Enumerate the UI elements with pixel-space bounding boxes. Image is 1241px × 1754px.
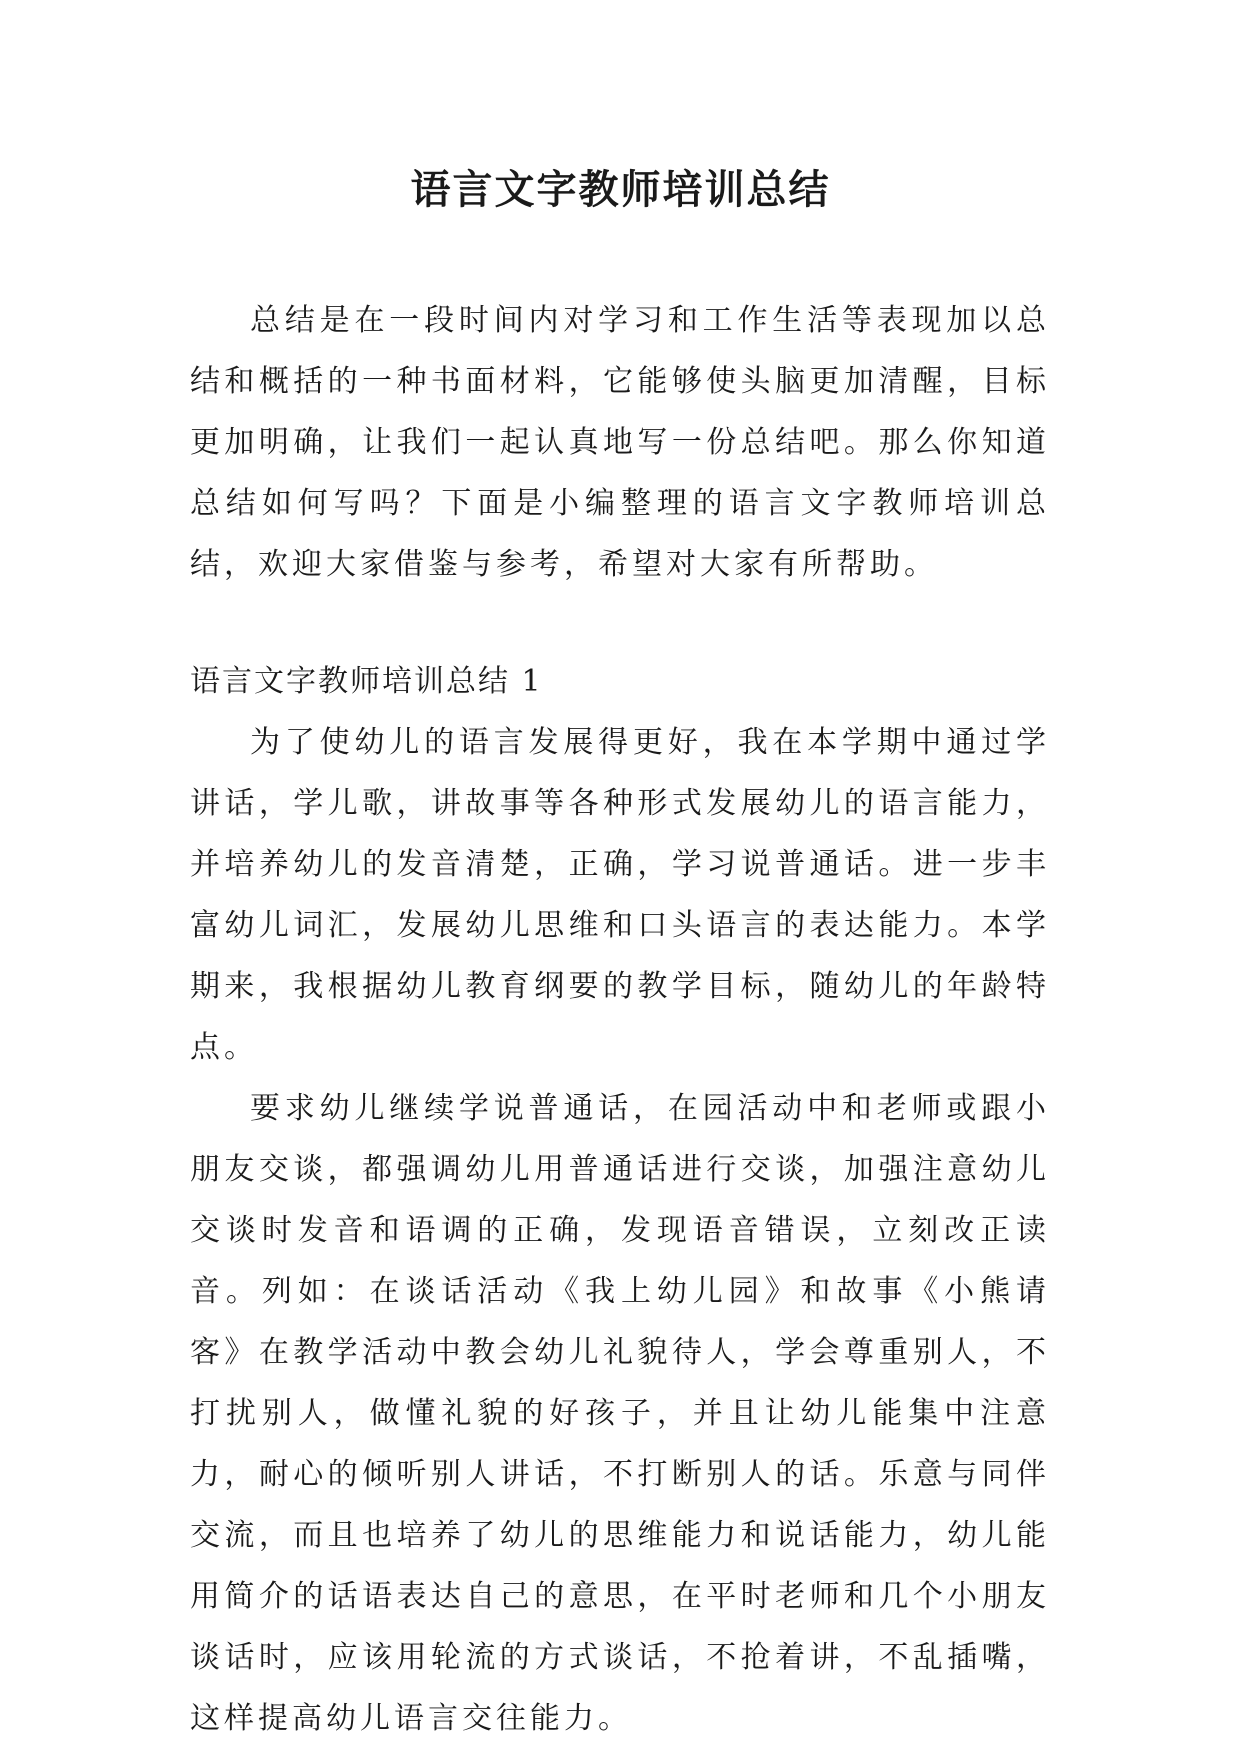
document-body xyxy=(190,290,1050,1749)
intro-paragraph: 总结是在一段时间内对学习和工作生活等表现加以总结和概括的一种书面材料，它能够使头脑更加清醒，目标更加明确，让我们一起认真地写一份总结吧。那么你知道总结如何写吗？下面是小编整理的语言文字教师培训总结，欢迎大家借鉴与参考，希望对大家有所帮助。 xyxy=(190,303,1050,582)
section-heading: 语言文字教师培训总结 1 xyxy=(190,664,543,699)
body-paragraph: 要求幼儿继续学说普通话，在园活动中和老师或跟小朋友交谈，都强调幼儿用普通话进行交谈，加强注意幼儿交谈时发音和语调的正确，发现语音错误，立刻改正读音。列如：在谈话活动《我上幼儿园》和故事《小熊请客》在教学活动中教会幼儿礼貌待人，学会尊重别人，不打扰别人，做懂礼貌的好孩子，并且让幼儿能集中注意力，耐心的倾听别人讲话，不打断别人的话。乐意与同伴交流，而且也培养了幼儿的思维能力和说话能力，幼儿能用简介的话语表达自己的意思，在平时老师和几个小朋友谈话时，应该用轮流的方式谈话，不抢着讲，不乱插嘴，这样提高幼儿语言交往能力。 xyxy=(190,1091,1050,1736)
document-title: 语言文字教师培训总结 xyxy=(410,166,831,213)
body-paragraph: 为了使幼儿的语言发展得更好，我在本学期中通过学讲话，学儿歌，讲故事等各种形式发展幼儿的语言能力，并培养幼儿的发音清楚，正确，学习说普通话。进一步丰富幼儿词汇，发展幼儿思维和口头语言的表达能力。本学期来，我根据幼儿教育纲要的教学目标，随幼儿的年龄特点。 xyxy=(190,725,1050,1065)
